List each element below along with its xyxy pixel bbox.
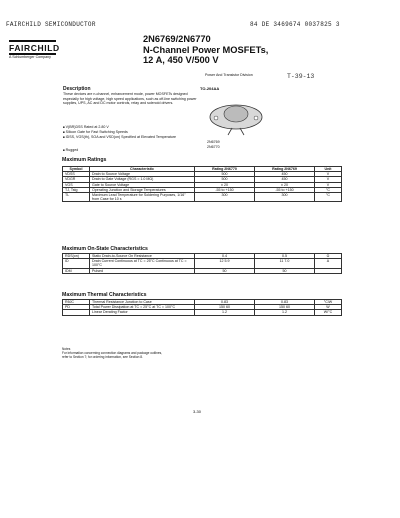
max-ratings-table bbox=[62, 166, 342, 202]
max-ratings-heading: Maximum Ratings bbox=[62, 157, 107, 163]
table-row: VDSS Drain to Source Voltage 500 450 V bbox=[63, 172, 342, 177]
table-row: RDS(on) Static Drain-to-Source On Resistance 0.4 0.5 Ω bbox=[63, 254, 342, 259]
date-code-stamp: T-39-13 bbox=[287, 73, 315, 80]
division-label: Power And Transistor Division bbox=[205, 73, 253, 77]
feature-item: ■ IDSS, VGS(th), SOA and VSD(on) Specified at Elevated Temperature bbox=[63, 135, 198, 139]
header-left: FAIRCHILD SEMICONDUCTOR bbox=[6, 21, 96, 28]
table-row: RθJC Thermal Resistance Junction to Case 0.83 0.83 °C/W bbox=[63, 300, 342, 305]
feature-item: ■ V(BR)DSS Rated at 2.80 V bbox=[63, 125, 213, 129]
brand-logo: FAIRCHILD bbox=[9, 43, 60, 53]
to204-package-icon bbox=[198, 95, 270, 137]
page-number: 3-30 bbox=[193, 409, 202, 414]
thermal-table bbox=[62, 299, 342, 316]
description-text: These devices are n-channel, enhancement mode, power MOSFETs designed especially for high voltage, high speed applications, such as off-line switching power supplies, UPS, AC and DC motor controls, relay and solenoid drivers. bbox=[63, 92, 197, 105]
table-row: VDGR Drain to Gate Voltage (RGS = 1.0 MΩ) 500 450 V bbox=[63, 177, 342, 182]
header-right: 84 DE 3469674 0037825 3 bbox=[250, 21, 340, 28]
table-row: PD Total Power Dissipation at TC = 25°C at TC = 100°C 150 60 150 60 W bbox=[63, 305, 342, 310]
table-row: ID Drain Current Continuous at TC = 25°C Continuous at TC = 100°C 12 5.9 11 7.0 A bbox=[63, 259, 342, 268]
onstate-heading: Maximum On-State Characteristics bbox=[62, 246, 148, 252]
table-row: VGS Gate to Source Voltage ± 20 ± 20 V bbox=[63, 182, 342, 187]
thermal-heading: Maximum Thermal Characteristics bbox=[62, 292, 147, 298]
table-row: TJ, Tstg Operating Junction and Storage Temperatures -55 to +150 -55 to +150 °C bbox=[63, 187, 342, 192]
brand-subtitle: A Schlumberger Company bbox=[9, 55, 51, 59]
table-row: IDM Pulsed 50 50 bbox=[63, 268, 342, 273]
description-heading: Description bbox=[63, 86, 91, 92]
feature-item: ■ Silicon Gate for Fast Switching Speeds bbox=[63, 130, 213, 134]
package-part-numbers: 2N6769 2N6770 bbox=[207, 140, 220, 149]
table-row: TL Maximum Lead Temperature for Soldering Purposes, 1/16" from Case for 10 s 300 300 °C bbox=[63, 193, 342, 202]
feature-item: ■ Rugged bbox=[63, 148, 213, 152]
notes-block: Notes For information concerning connection diagrams and package outlines, refer to Section 7; for ordering information, see Section 8. bbox=[62, 347, 163, 360]
page-title: 2N6769/2N6770 N-Channel Power MOSFETs, 12 A, 450 V/500 V bbox=[143, 34, 269, 65]
onstate-table bbox=[62, 253, 342, 274]
table-header-row: Symbol Characteristic Rating 2N6770 Rating 2N6769 Unit bbox=[63, 167, 342, 172]
table-row: Linear Derating Factor 1.2 1.2 W/°C bbox=[63, 310, 342, 315]
logo-bar-top bbox=[9, 40, 56, 42]
package-label: TO-204AA bbox=[200, 86, 220, 91]
